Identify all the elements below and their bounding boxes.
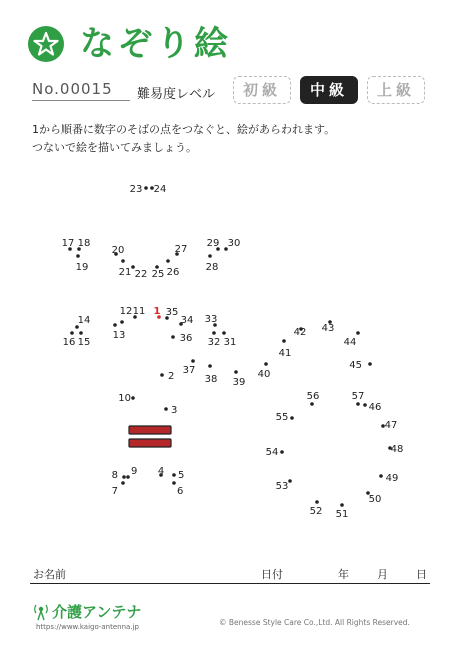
dot-label-21: 21 bbox=[118, 267, 132, 278]
copyright-text: © Benesse Style Care Co.,Ltd. All Rights Reserved. bbox=[219, 618, 410, 627]
dot-36 bbox=[171, 335, 175, 339]
dot-label-34: 34 bbox=[180, 315, 194, 326]
dot-label-1: 1 bbox=[153, 306, 161, 317]
dot-label-56: 56 bbox=[306, 391, 320, 402]
dot-label-10: 10 bbox=[118, 393, 131, 404]
dot-label-32: 32 bbox=[207, 337, 221, 348]
dot-39 bbox=[234, 370, 238, 374]
dot-label-5: 5 bbox=[178, 470, 185, 481]
dot-label-8: 8 bbox=[111, 470, 118, 481]
level-beginner: 初級 bbox=[233, 76, 291, 104]
dot-57 bbox=[356, 402, 360, 406]
dot-label-4: 4 bbox=[157, 466, 165, 477]
dot-55 bbox=[290, 416, 294, 420]
level-intermediate: 中級 bbox=[300, 76, 358, 104]
instruction-line-2: つないで絵を描いてみましょう。 bbox=[32, 141, 197, 154]
dot-31 bbox=[222, 331, 226, 335]
dot-label-40: 40 bbox=[257, 369, 271, 380]
dot-label-47: 47 bbox=[384, 420, 398, 431]
dot-label-30: 30 bbox=[227, 238, 241, 249]
dot-46 bbox=[363, 403, 367, 407]
dot-13 bbox=[113, 323, 117, 327]
dot-label-54: 54 bbox=[265, 447, 279, 458]
dot-38 bbox=[208, 364, 212, 368]
dot-label-31: 31 bbox=[223, 337, 237, 348]
dot-8 bbox=[122, 475, 126, 479]
dot-label-17: 17 bbox=[61, 238, 75, 249]
month-label: 月 bbox=[377, 568, 388, 581]
dot-label-52: 52 bbox=[309, 506, 323, 517]
red-bar-shape bbox=[129, 426, 171, 447]
dot-label-2: 2 bbox=[168, 371, 175, 382]
dot-41 bbox=[282, 339, 286, 343]
dot-3 bbox=[164, 407, 168, 411]
dot-label-51: 51 bbox=[335, 509, 349, 520]
dot-label-23: 23 bbox=[129, 184, 143, 195]
page-title: なぞり絵 bbox=[80, 24, 232, 64]
dot-56 bbox=[310, 402, 314, 406]
dot-23 bbox=[144, 186, 148, 190]
dot-label-43: 43 bbox=[321, 323, 335, 334]
worksheet-number: No.00015 bbox=[32, 80, 113, 98]
dot-label-44: 44 bbox=[343, 337, 357, 348]
dot-label-28: 28 bbox=[205, 262, 219, 273]
dot-label-14: 14 bbox=[77, 315, 91, 326]
dot-label-29: 29 bbox=[206, 238, 220, 249]
dot-26 bbox=[166, 259, 170, 263]
dot-label-27: 27 bbox=[174, 244, 188, 255]
dot-15 bbox=[79, 331, 83, 335]
dot-10 bbox=[131, 396, 135, 400]
dot-label-9: 9 bbox=[131, 466, 138, 477]
dot-label-22: 22 bbox=[134, 269, 148, 280]
dot-label-19: 19 bbox=[75, 262, 89, 273]
dot-6 bbox=[172, 481, 176, 485]
dot-12 bbox=[120, 320, 124, 324]
dot-40 bbox=[264, 362, 268, 366]
dot-32 bbox=[212, 331, 216, 335]
dot-2 bbox=[160, 373, 164, 377]
antenna-icon bbox=[32, 603, 50, 625]
instruction-line-1: 1から順番に数字のそばの点をつなぐと、絵があらわれます。 bbox=[32, 123, 336, 136]
brand-url[interactable]: https://www.kaigo-antenna.jp bbox=[36, 623, 139, 631]
dot-label-49: 49 bbox=[385, 473, 399, 484]
dot-label-16: 16 bbox=[62, 337, 76, 348]
dot-45 bbox=[368, 362, 372, 366]
dot-label-48: 48 bbox=[390, 444, 404, 455]
dot-label-12: 12 bbox=[119, 306, 133, 317]
dot-label-57: 57 bbox=[351, 391, 365, 402]
dot-label-6: 6 bbox=[177, 486, 184, 497]
dot-9 bbox=[126, 475, 130, 479]
dot-21 bbox=[121, 259, 125, 263]
dot-52 bbox=[315, 500, 319, 504]
dot-label-35: 35 bbox=[165, 307, 179, 318]
footer-line bbox=[30, 583, 430, 584]
level-advanced: 上級 bbox=[367, 76, 425, 104]
dot-51 bbox=[340, 503, 344, 507]
dot-54 bbox=[280, 450, 284, 454]
dot-label-3: 3 bbox=[171, 405, 178, 416]
dot-label-41: 41 bbox=[278, 348, 292, 359]
dot-label-45: 45 bbox=[349, 360, 362, 371]
dot-label-20: 20 bbox=[111, 245, 125, 256]
dot-label-11: 11 bbox=[132, 306, 146, 317]
dot-label-7: 7 bbox=[111, 486, 118, 497]
dot-7 bbox=[121, 481, 125, 485]
difficulty-label: 難易度レベル bbox=[137, 87, 216, 102]
dot-label-53: 53 bbox=[275, 481, 289, 492]
dot-label-25: 25 bbox=[151, 269, 165, 280]
dot-44 bbox=[356, 331, 360, 335]
dot-label-42: 42 bbox=[293, 327, 307, 338]
brand-name: 介護アンテナ bbox=[52, 603, 142, 621]
dot-label-18: 18 bbox=[77, 238, 91, 249]
dot-label-50: 50 bbox=[368, 494, 382, 505]
dot-label-33: 33 bbox=[204, 314, 218, 325]
dot-5 bbox=[172, 473, 176, 477]
dot-37 bbox=[191, 359, 195, 363]
day-label: 日 bbox=[416, 568, 427, 581]
dot-16 bbox=[70, 331, 74, 335]
year-label: 年 bbox=[338, 568, 349, 581]
dot-19 bbox=[76, 254, 80, 258]
dot-label-37: 37 bbox=[182, 365, 196, 376]
dot-label-36: 36 bbox=[179, 333, 193, 344]
dot-label-55: 55 bbox=[275, 412, 289, 423]
dot-53 bbox=[288, 479, 292, 483]
dot-label-39: 39 bbox=[232, 377, 246, 388]
dot-label-13: 13 bbox=[112, 330, 126, 341]
dot-label-38: 38 bbox=[204, 374, 218, 385]
dot-label-15: 15 bbox=[77, 337, 91, 348]
name-label: お名前 bbox=[33, 568, 66, 581]
dot-label-46: 46 bbox=[368, 402, 382, 413]
dot-28 bbox=[208, 254, 212, 258]
dot-49 bbox=[379, 474, 383, 478]
dot-label-24: 24 bbox=[153, 184, 167, 195]
dot-label-26: 26 bbox=[166, 267, 180, 278]
date-label: 日付 bbox=[261, 568, 283, 581]
